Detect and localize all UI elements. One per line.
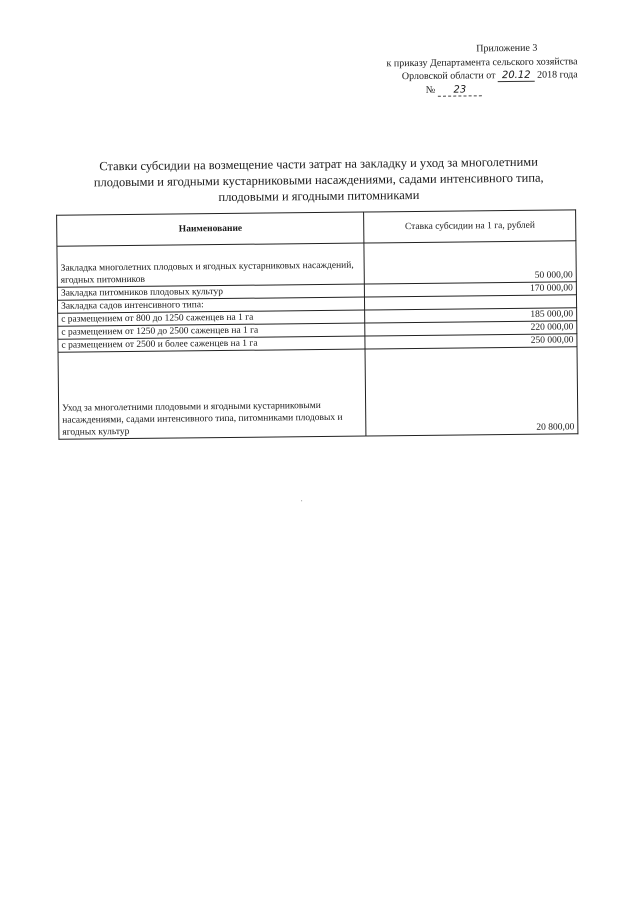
appendix-title: Приложение 3 (476, 42, 538, 55)
header-name: Наименование (57, 212, 365, 246)
appendix-order-ref: к приказу Департамента сельского хозяйства (386, 55, 578, 69)
appendix-date-prefix: Орловской области от (401, 70, 496, 83)
row-value: 50 000,00 (364, 241, 576, 284)
appendix-date-suffix: 2018 года (537, 69, 578, 81)
row-value: 185 000,00 (365, 308, 577, 323)
row-value: 20 800,00 (365, 347, 577, 436)
table-row (57, 241, 576, 287)
title-line: плодовыми и ягодными питомниками (218, 187, 420, 205)
handwritten-number: 23 (438, 84, 482, 96)
row-name: с размещением от 1250 до 2500 саженцев на 1 га (58, 323, 366, 339)
scan-speck (301, 500, 302, 501)
row-name: Закладка садов интенсивного типа: (57, 297, 365, 313)
row-name: Закладка питомников плодовых культур (57, 284, 365, 300)
appendix-date-line (348, 68, 578, 84)
appendix-number-prefix: № (425, 84, 436, 96)
handwritten-date: 20.12 (498, 70, 535, 82)
appendix-header (347, 41, 578, 97)
title-line: плодовыми и ягодными кустарниковыми насаждениями, садами интенсивного типа, (93, 170, 544, 190)
row-name: с размещением от 2500 и более саженцев на 1 га (58, 336, 366, 352)
header-rate: Ставка субсидии на 1 га, рублей (364, 210, 576, 243)
row-name: с размещением от 800 до 1250 саженцев на 1 га (58, 310, 366, 326)
subsidy-rates-table (56, 209, 578, 439)
row-value: 220 000,00 (365, 321, 577, 336)
row-value: 170 000,00 (365, 282, 577, 297)
row-value: 250 000,00 (365, 334, 577, 349)
appendix-number-line (348, 82, 578, 98)
document-title (59, 153, 579, 206)
row-name: Закладка многолетних плодовых и ягодных кустарниковых насаждений, ягодных питомников (57, 243, 365, 287)
title-line: Ставки субсидии на возмещение части затрат на закладку и уход за многолетними (99, 154, 538, 174)
row-name: Уход за многолетними плодовыми и ягодными кустарниковыми насаждениями, садами интенсивного типа, питомниками плодовых и ягодных культур (58, 349, 366, 439)
table-row (58, 347, 578, 439)
